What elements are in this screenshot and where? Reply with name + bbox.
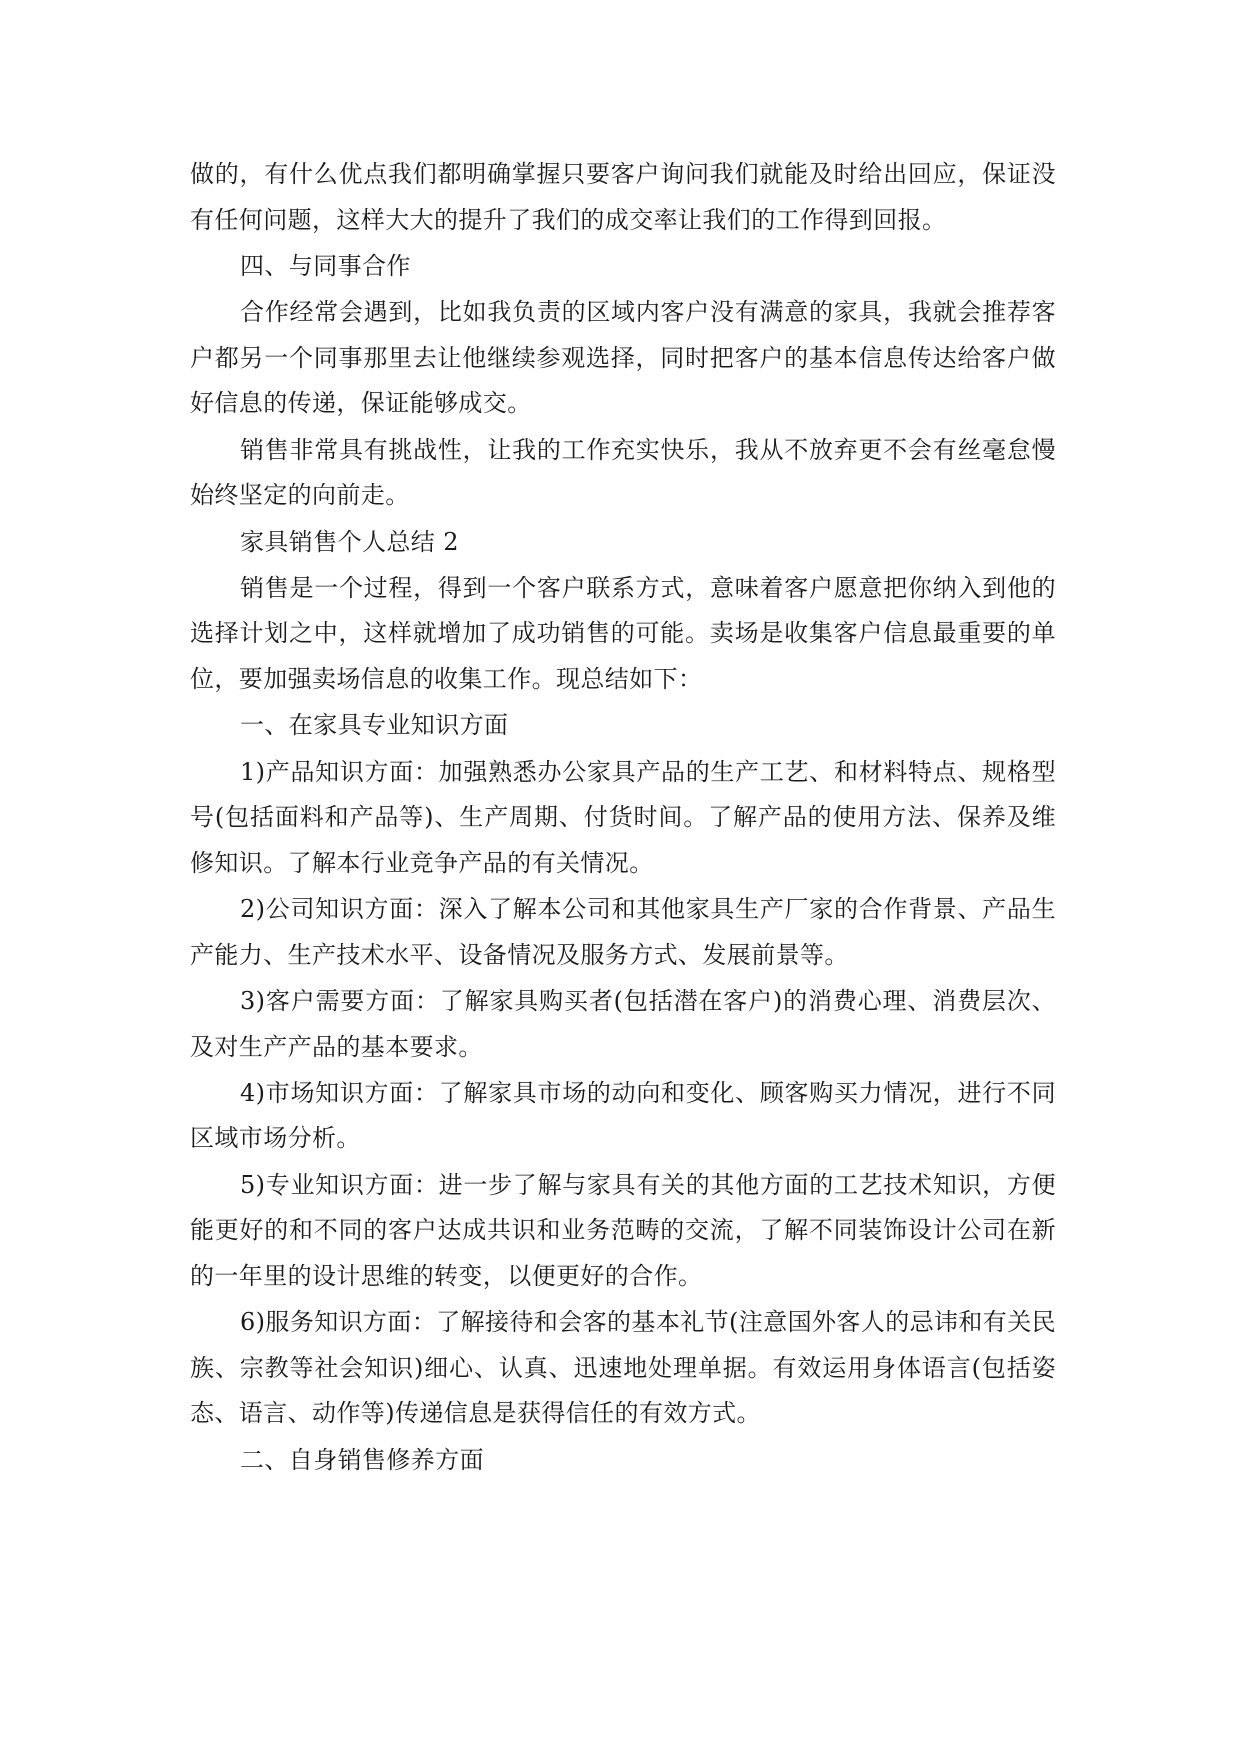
list-item-product-knowledge: 1)产品知识方面：加强熟悉办公家具产品的生产工艺、和材料特点、规格型号(包括面料和产品等)、生产周期、付货时间。了解产品的使用方法、保养及维修知识。了解本行业竞争产品的有关情况。 [190,757,1056,877]
list-item-customer-needs: 3)客户需要方面：了解家具购买者(包括潜在客户)的消费心理、消费层次、及对生产产品的基本要求。 [190,987,1056,1061]
document-body [190,152,1056,1484]
list-item-service-knowledge: 6)服务知识方面：了解接待和会客的基本礼节(注意国外客人的忌讳和有关民族、宗教等社会知识)细心、认真、迅速地处理单据。有效运用身体语言(包括姿态、语言、动作等)传递信息是获得信任的有效方式。 [190,1308,1056,1428]
document-title-2: 家具销售个人总结 2 [240,527,459,556]
section-heading-four: 四、与同事合作 [240,251,411,280]
list-item-company-knowledge: 2)公司知识方面：深入了解本公司和其他家具生产厂家的合作背景、产品生产能力、生产技术水平、设备情况及服务方式、发展前景等。 [190,895,1056,969]
section-heading-two: 二、自身销售修养方面 [240,1445,484,1474]
paragraph-continuation: 做的，有什么优点我们都明确掌握只要客户询问我们就能及时给出回应，保证没有任何问题，这样大大的提升了我们的成交率让我们的工作得到回报。 [190,160,1056,234]
paragraph-cooperation: 合作经常会遇到，比如我负责的区域内客户没有满意的家具，我就会推荐客户都另一个同事那里去让他继续参观选择，同时把客户的基本信息传达给客户做好信息的传递，保证能够成交。 [190,298,1056,418]
paragraph-challenge: 销售非常具有挑战性，让我的工作充实快乐，我从不放弃更不会有丝毫怠慢始终坚定的向前走。 [190,435,1056,510]
list-item-professional-knowledge: 5)专业知识方面：进一步了解与家具有关的其他方面的工艺技术知识，方便能更好的和不同的客户达成共识和业务范畴的交流，了解不同装饰设计公司在新的一年里的设计思维的转变，以便更好的合作。 [190,1170,1056,1290]
list-item-market-knowledge: 4)市场知识方面：了解家具市场的动向和变化、顾客购买力情况，进行不同区域市场分析。 [190,1078,1056,1153]
paragraph-sales-process: 销售是一个过程，得到一个客户联系方式，意味着客户愿意把你纳入到他的选择计划之中，这样就增加了成功销售的可能。卖场是收集客户信息最重要的单位，要加强卖场信息的收集工作。现总结如下： [190,573,1056,693]
section-heading-one: 一、在家具专业知识方面 [240,711,509,740]
